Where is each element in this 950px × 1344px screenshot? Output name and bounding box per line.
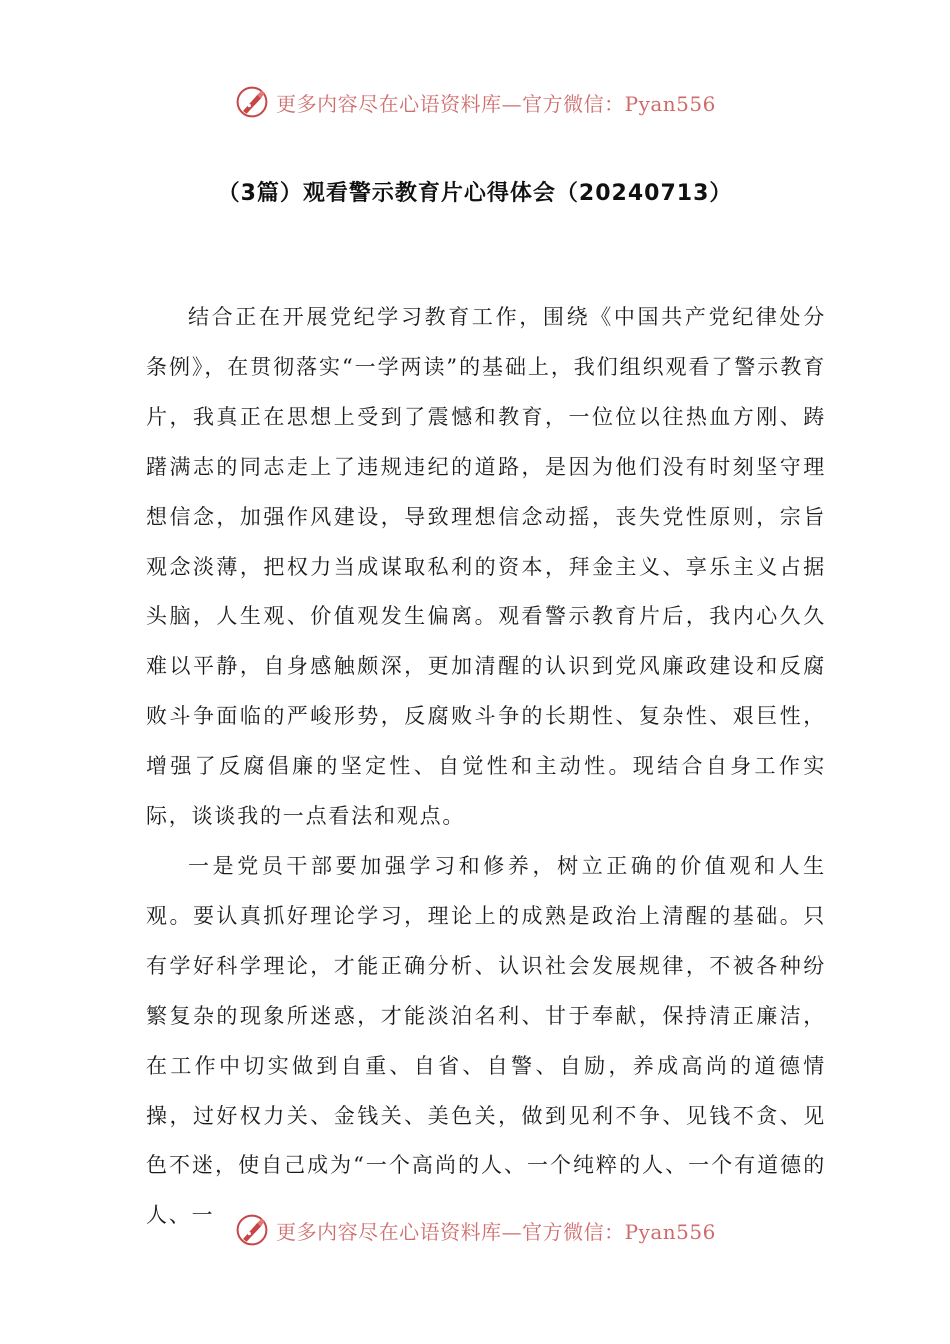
- paragraph: 一是党员干部要加强学习和修养，树立正确的价值观和人生观。要认真抓好理论学习，理论上的成熟是政治上清醒的基础。只有学好科学理论，才能正确分析、认识社会发展规律，不被各种纷繁复杂的现象所迷惑，才能淡泊名利、甘于奉献，保持清正廉洁，在工作中切实做到自重、自省、自警、自励，养成高尚的道德情操，过好权力关、金钱关、美色关，做到见利不争、见钱不贪、见色不迷，使自己成为“一个高尚的人、一个纯粹的人、一个有道德的人、一: [146, 853, 826, 1228]
- document-title: （3篇）观看警示教育片心得体会（20240713）: [217, 181, 733, 206]
- header-banner-text: 更多内容尽在心语资料库—官方微信：Pyan556: [276, 91, 716, 116]
- footer-banner: [0, 1208, 950, 1252]
- document-body: [146, 293, 826, 1241]
- pen-nib-logo-icon: [234, 84, 270, 120]
- header-banner: [0, 80, 950, 124]
- paragraph: 结合正在开展党纪学习教育工作，围绕《中国共产党纪律处分条例》，在贯彻落实“一学两读”的基础上，我们组织观看了警示教育片，我真正在思想上受到了震憾和教育，一位位以往热血方刚、踌躇满志的同志走上了违规违纪的道路，是因为他们没有时刻坚守理想信念，加强作风建设，导致理想信念动摇，丧失党性原则，宗旨观念淡薄，把权力当成谋取私利的资本，拜金主义、享乐主义占据头脑，人生观、价值观发生偏离。观看警示教育片后，我内心久久难以平静，自身感触颇深，更加清醒的认识到党风廉政建设和反腐败斗争面临的严峻形势，反腐败斗争的长期性、复杂性、艰巨性，增强了反腐倡廉的坚定性、自觉性和主动性。现结合自身工作实际，谈谈我的一点看法和观点。: [146, 305, 826, 829]
- footer-banner-text: 更多内容尽在心语资料库—官方微信：Pyan556: [276, 1219, 716, 1244]
- pen-nib-logo-icon: [234, 1212, 270, 1248]
